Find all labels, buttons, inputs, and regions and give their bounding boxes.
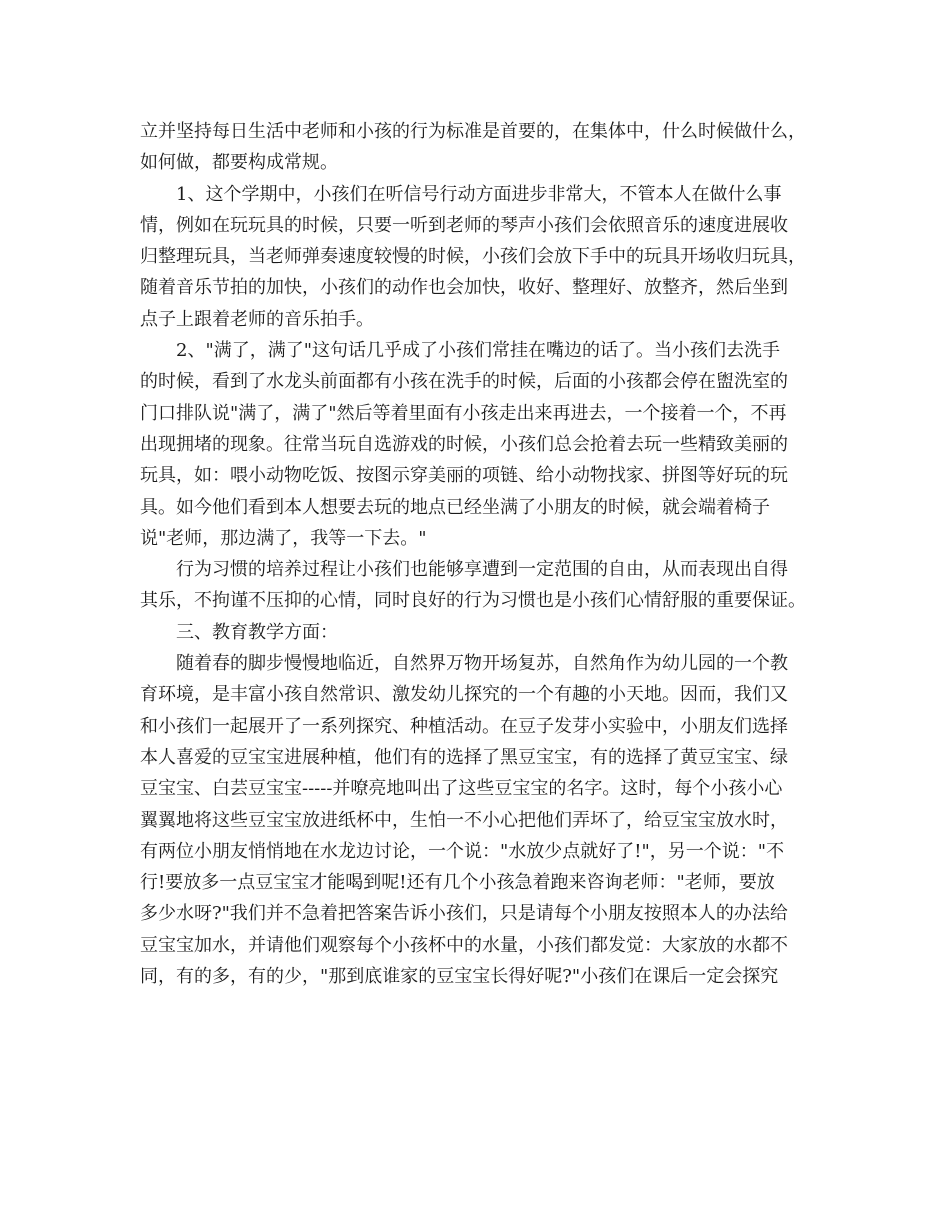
text-line: 如何做，都要构成常规。 [140, 152, 338, 174]
text-line: 的时候，看到了水龙头前面都有小孩在洗手的时候，后面的小孩都会停在盥洗室的 [140, 371, 788, 393]
text-line: 具。如今他们看到本人想要去玩的地点已经坐满了小朋友的时候，就会端着椅子 [140, 496, 770, 518]
text-line: 育环境，是丰富小孩自然常识、激发幼儿探究的一个有趣的小天地。因而，我们又 [140, 684, 788, 706]
text-line: 1、这个学期中，小孩们在听信号行动方面进步非常大，不管本人在做什么事 [176, 183, 782, 205]
text-line: 和小孩们一起展开了一系列探究、种植活动。在豆子发芽小实验中，小朋友们选择 [140, 715, 788, 737]
text-line: 2、"满了，满了"这句话几乎成了小孩们常挂在嘴边的话了。当小孩们去洗手 [176, 340, 781, 362]
text-line: 翼翼地将这些豆宝宝放进纸杯中，生怕一不小心把他们弄坏了，给豆宝宝放水时， [140, 809, 788, 831]
text-line: 行!要放多一点豆宝宝才能喝到呢!还有几个小孩急着跑来咨询老师："老师，要放 [140, 872, 775, 894]
text-line: 立并坚持每日生活中老师和小孩的行为标准是首要的，在集体中，什么时候做什么， [140, 121, 806, 142]
text-line: 随着春的脚步慢慢地临近，自然界万物开场复苏，自然角作为幼儿园的一个教 [176, 653, 788, 675]
text-line: 玩具，如：喂小动物吃饭、按图示穿美丽的项链、给小动物找家、拼图等好玩的玩 [140, 465, 788, 487]
text-line: 情，例如在玩玩具的时候，只要一听到老师的琴声小孩们会依照音乐的速度进展收 [140, 214, 788, 236]
text-line: 行为习惯的培养过程让小孩们也能够享遭到一定范围的自由，从而表现出自得 [176, 559, 788, 581]
text-line: 有两位小朋友悄悄地在水龙边讨论，一个说："水放少点就好了!"，另一个说："不 [140, 840, 785, 862]
text-line: 归整理玩具，当老师弹奏速度较慢的时候，小孩们会放下手中的玩具开场收归玩具， [140, 246, 806, 268]
text-line: 本人喜爱的豆宝宝进展种植，他们有的选择了黑豆宝宝，有的选择了黄豆宝宝、绿 [140, 746, 788, 768]
text-line: 同，有的多，有的少，"那到底谁家的豆宝宝长得好呢?"小孩们在课后一定会探究 [140, 966, 779, 988]
text-line: 说"老师，那边满了，我等一下去。" [140, 527, 427, 549]
text-line: 出现拥堵的现象。往常当玩自选游戏的时候，小孩们总会抢着去玩一些精致美丽的 [140, 433, 788, 455]
text-line: 随着音乐节拍的加快，小孩们的动作也会加快，收好、整理好、放整齐，然后坐到 [140, 277, 788, 299]
text-line: 豆宝宝加水，并请他们观察每个小孩杯中的水量，小孩们都发觉：大家放的水都不 [140, 934, 788, 956]
text-line: 三、教育教学方面： [176, 621, 338, 643]
text-line: 点子上跟着老师的音乐拍手。 [140, 308, 374, 330]
text-line: 其乐，不拘谨不压抑的心情，同时良好的行为习惯也是小孩们心情舒服的重要保证。 [140, 590, 806, 612]
text-line: 豆宝宝、白芸豆宝宝-----并嘹亮地叫出了这些豆宝宝的名字。这时，每个小孩小心 [140, 778, 783, 800]
text-line: 多少水呀?"我们并不急着把答案告诉小孩们，只是请每个小朋友按照本人的办法给 [140, 903, 788, 925]
text-line: 门口排队说"满了，满了"然后等着里面有小孩走出来再进去，一个接着一个，不再 [140, 402, 787, 424]
document-body [140, 116, 824, 992]
